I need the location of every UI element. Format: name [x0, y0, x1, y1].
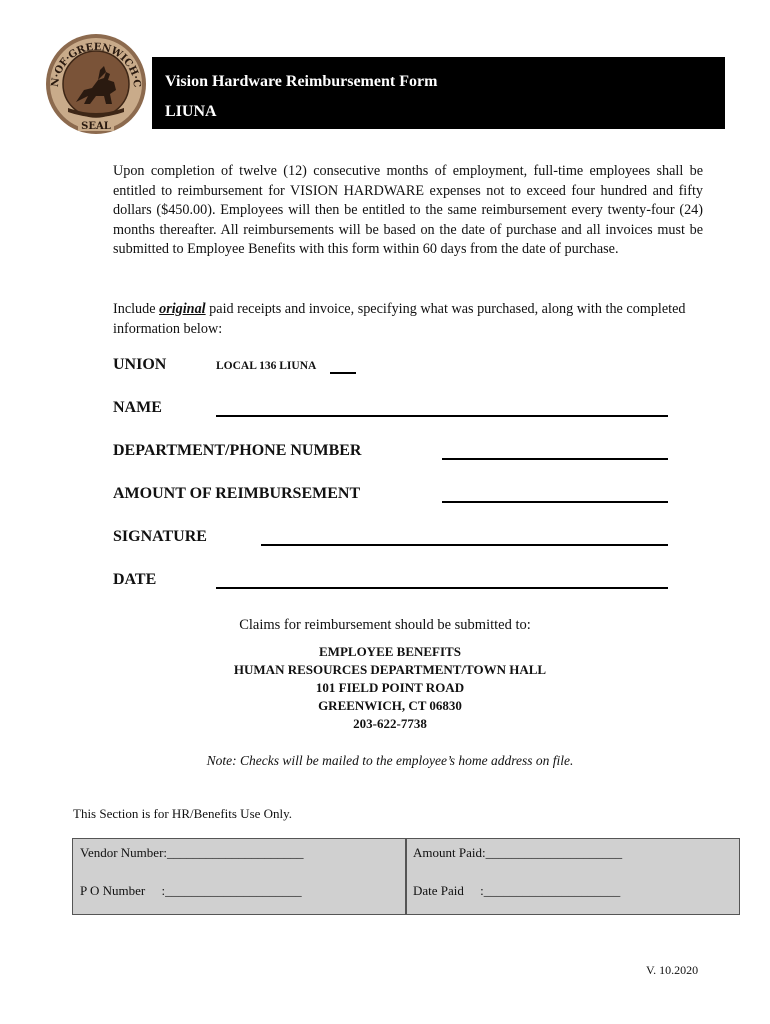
original-emphasis: original — [159, 301, 206, 317]
version-label: V. 10.2020 — [646, 963, 699, 977]
po-number-field[interactable]: P O Number :_____________________ — [80, 883, 302, 898]
hr-section-caption: This Section is for HR/Benefits Use Only. — [73, 806, 293, 821]
address-line-1: EMPLOYEE BENEFITS — [319, 644, 461, 659]
union-blank-line[interactable] — [330, 372, 356, 374]
union-value: LOCAL 136 LIUNA — [216, 360, 317, 372]
amount-label: AMOUNT OF REIMBURSEMENT — [113, 485, 361, 502]
address-line-2: HUMAN RESOURCES DEPARTMENT/TOWN HALL — [233, 662, 547, 677]
date-paid-field[interactable]: Date Paid :_____________________ — [413, 883, 621, 898]
include-text-before: Include — [113, 301, 160, 317]
signature-field[interactable] — [261, 544, 668, 546]
seal-top-text: N·OF·GREENWICH·C — [49, 41, 143, 88]
date-label: DATE — [113, 571, 157, 588]
union-label: UNION — [113, 356, 167, 373]
instructions-paragraph — [113, 300, 713, 339]
address-line-4: GREENWICH, CT 06830 — [318, 698, 462, 713]
address-phone: 203-622-7738 — [353, 716, 427, 731]
department-phone-label: DEPARTMENT/PHONE NUMBER — [113, 442, 362, 459]
amount-paid-field[interactable]: Amount Paid:_____________________ — [413, 845, 623, 860]
submission-address — [0, 643, 770, 733]
date-field[interactable] — [216, 587, 668, 589]
signature-label: SIGNATURE — [113, 528, 207, 545]
mailing-note: Note: Checks will be mailed to the employee’s home address on file. — [206, 753, 574, 768]
form-subtitle: LIUNA — [165, 103, 217, 120]
town-seal-logo — [40, 32, 152, 136]
include-text-after: paid receipts and invoice, specifying what was purchased, along with the completed information below: — [113, 301, 686, 337]
department-phone-field[interactable] — [442, 458, 668, 460]
address-line-3: 101 FIELD POINT ROAD — [315, 680, 465, 695]
form-title: Vision Hardware Reimbursement Form — [165, 73, 438, 90]
name-field[interactable] — [216, 415, 668, 417]
name-label: NAME — [113, 399, 162, 416]
submission-instruction: Claims for reimbursement should be submitted to: — [239, 617, 531, 633]
seal-bottom-text: SEAL — [81, 121, 111, 132]
hr-box-divider — [405, 838, 407, 915]
amount-field[interactable] — [442, 501, 668, 503]
header-bar — [152, 57, 725, 129]
vendor-number-field[interactable]: Vendor Number:_____________________ — [80, 845, 304, 860]
eligibility-paragraph: Upon completion of twelve (12) consecutive months of employment, full-time employees shall be entitled to reimbursement for VISION HARDWARE expenses not to exceed four hundred and fifty dollars ($450.00). Employees will then be entitled to the same reimbursement every twenty-four (24) months thereafter. All reimbursements will be based on the date of purchase and all invoices must be submitted to Employee Benefits with this form within 60 days from the date of purchase. — [113, 163, 703, 258]
